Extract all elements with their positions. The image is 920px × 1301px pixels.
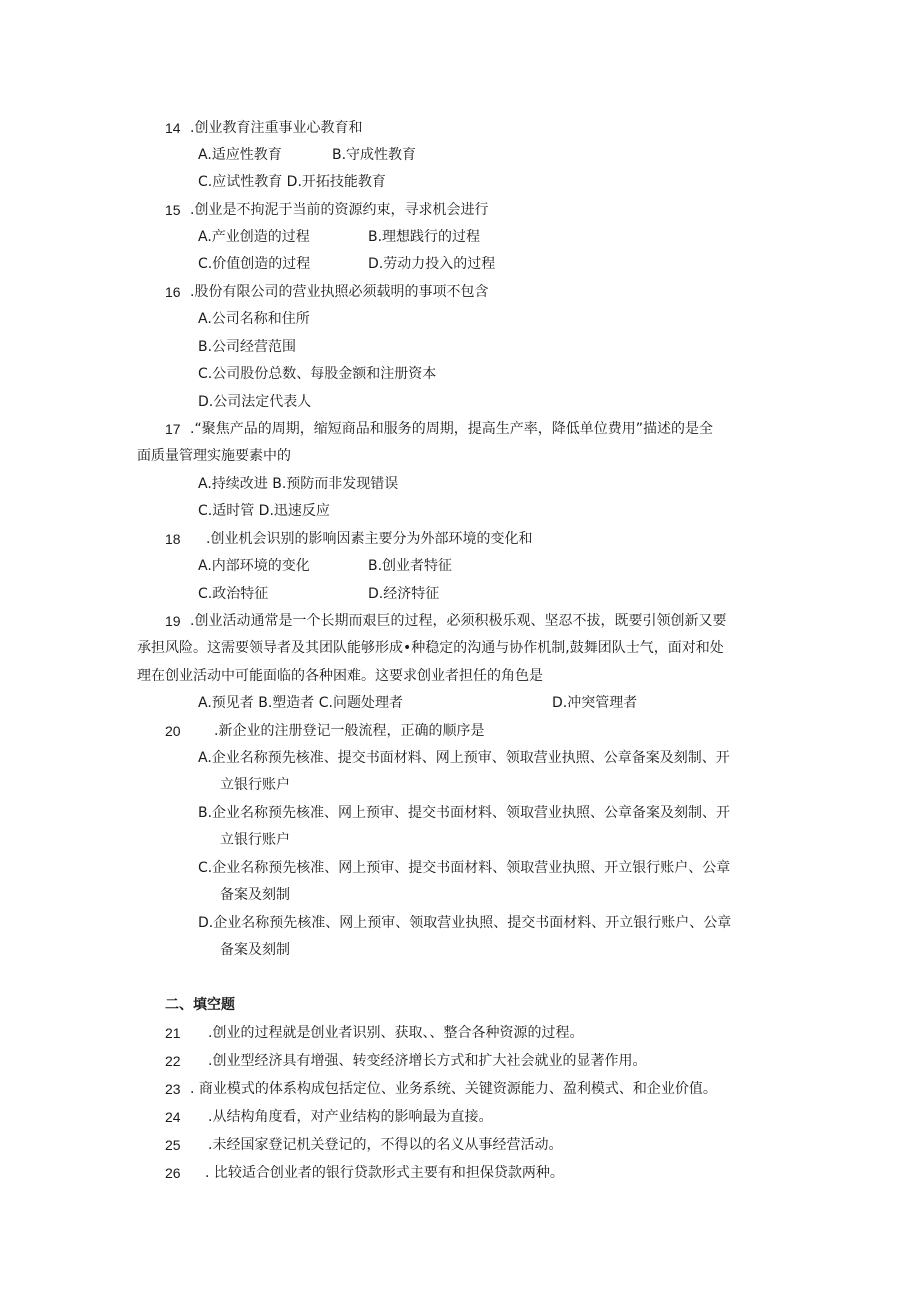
item-text: .创业型经济具有增强、转变经济增长方式和扩大社会就业的显著作用。 bbox=[208, 1053, 647, 1069]
option-b: B.守成性教育 bbox=[332, 147, 417, 163]
question-number: 18 bbox=[165, 531, 181, 547]
option-d: D.劳动力投入的过程 bbox=[368, 256, 496, 272]
option-a: A.公司名称和住所 bbox=[198, 311, 310, 327]
option-d: D.企业名称预先核准、网上预审、领取营业执照、提交书面材料、开立银行账户、公章 bbox=[198, 915, 732, 931]
question-stem-continued: 承担风险。这需要领导者及其团队能够形成•种稳定的沟通与协作机制,鼓舞团队士气，面对和处 bbox=[137, 640, 724, 656]
item-number: 21 bbox=[165, 1025, 181, 1041]
question-number: 17 bbox=[165, 421, 181, 437]
option-a: A.内部环境的变化 bbox=[198, 558, 310, 574]
question-stem: .“聚焦产品的周期，缩短商品和服务的周期，提高生产率，降低单位费用”描述的是全 bbox=[190, 421, 713, 437]
option-c: C.企业名称预先核准、网上预审、提交书面材料、领取营业执照、开立银行账户、公章 bbox=[198, 860, 731, 876]
item-text: . 比较适合创业者的银行贷款形式主要有和担保贷款两种。 bbox=[205, 1165, 564, 1181]
question-stem-continued: 理在创业活动中可能面临的各种困难。这要求创业者担任的角色是 bbox=[137, 668, 543, 684]
item-number: 24 bbox=[165, 1109, 181, 1125]
item-text: .未经国家登记机关登记的，不得以的名义从事经营活动。 bbox=[208, 1137, 563, 1153]
option-a-continued: 立银行账户 bbox=[220, 777, 290, 793]
question-stem: .股份有限公司的营业执照必须载明的事项不包含 bbox=[190, 284, 489, 300]
question-number: 15 bbox=[165, 202, 181, 218]
item-text: .从结构角度看，对产业结构的影响最为直接。 bbox=[208, 1109, 493, 1125]
option-a: A.产业创造的过程 bbox=[198, 229, 310, 245]
question-stem: .创业是不拘泥于当前的资源约束，寻求机会进行 bbox=[190, 202, 489, 218]
question-stem-continued: 面质量管理实施要素中的 bbox=[137, 448, 291, 464]
question-number: 20 bbox=[165, 723, 181, 739]
option-c: C.价值创造的过程 bbox=[198, 256, 311, 272]
question-number: 16 bbox=[165, 284, 181, 300]
option-b: B.理想践行的过程 bbox=[368, 229, 481, 245]
section-title: 二、填空题 bbox=[165, 997, 235, 1013]
option-b-continued: 立银行账户 bbox=[220, 832, 290, 848]
question-stem: .创业机会识别的影响因素主要分为外部环境的变化和 bbox=[206, 531, 533, 547]
option-b: B.创业者特征 bbox=[368, 558, 453, 574]
option-a: A.适应性教育 bbox=[198, 147, 282, 163]
item-text: .创业的过程就是创业者识别、获取、、整合各种资源的过程。 bbox=[208, 1025, 584, 1041]
item-text: . 商业模式的体系构成包括定位、业务系统、关键资源能力、盈利模式、和企业价值。 bbox=[190, 1081, 717, 1097]
option-cd: C.应试性教育 D.开拓技能教育 bbox=[198, 174, 386, 190]
question-stem: .新企业的注册登记一般流程，正确的顺序是 bbox=[214, 723, 485, 739]
option-ab: A.持续改进 B.预防而非发现错误 bbox=[198, 476, 399, 492]
option-abc: A.预见者 B.塑造者 C.问题处理者 bbox=[198, 695, 403, 711]
item-number: 22 bbox=[165, 1053, 181, 1069]
option-d: D.公司法定代表人 bbox=[198, 394, 312, 410]
option-c: C.政治特征 bbox=[198, 586, 269, 602]
option-b: B.公司经营范围 bbox=[198, 339, 297, 355]
question-stem: .创业活动通常是一个长期而艰巨的过程，必须积极乐观、坚忍不拔，既要引领创新又要 bbox=[190, 613, 727, 629]
item-number: 25 bbox=[165, 1137, 181, 1153]
option-a: A.企业名称预先核准、提交书面材料、网上预审、领取营业执照、公章备案及刻制、开 bbox=[198, 750, 730, 766]
question-number: 19 bbox=[165, 613, 181, 629]
question-number: 14 bbox=[165, 120, 181, 136]
question-stem: .创业教育注重事业心教育和 bbox=[190, 120, 363, 136]
option-c: C.公司股份总数、每股金额和注册资本 bbox=[198, 366, 437, 382]
item-number: 23 bbox=[165, 1081, 181, 1097]
option-b: B.企业名称预先核准、网上预审、提交书面材料、领取营业执照、公章备案及刻制、开 bbox=[198, 805, 731, 821]
option-c-continued: 备案及刻制 bbox=[220, 887, 290, 903]
option-d-continued: 备案及刻制 bbox=[220, 942, 290, 958]
item-number: 26 bbox=[165, 1165, 181, 1181]
option-cd: C.适时管 D.迅速反应 bbox=[198, 503, 330, 519]
option-d: D.经济特征 bbox=[368, 586, 440, 602]
option-d: D.冲突管理者 bbox=[552, 695, 638, 711]
